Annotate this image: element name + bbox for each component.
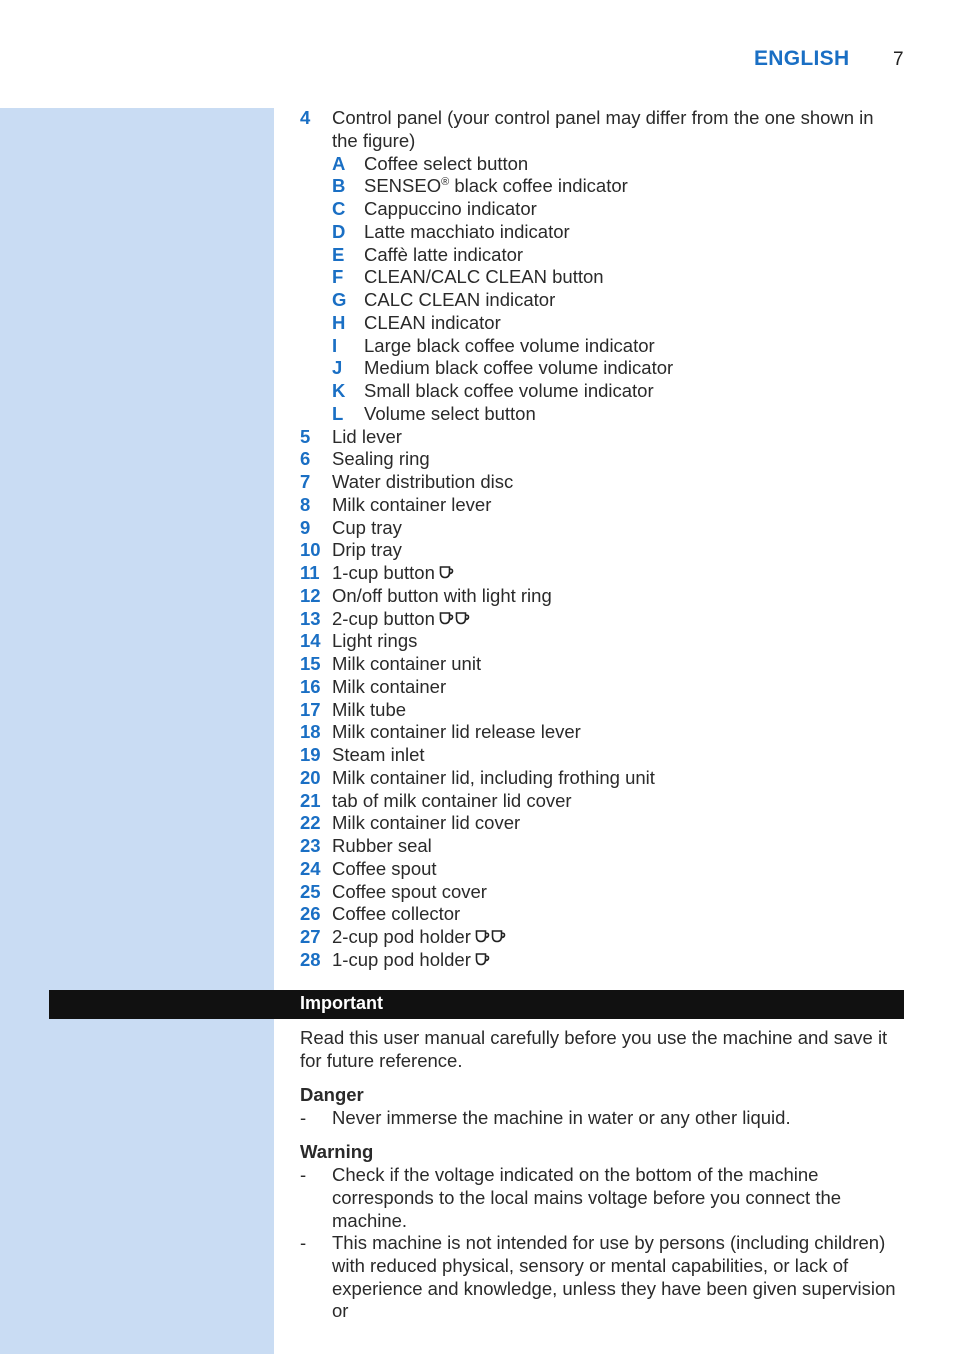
list-item	[300, 926, 900, 949]
sub-list-item	[300, 266, 900, 289]
list-item	[300, 448, 900, 471]
item-number: G	[332, 289, 347, 310]
item-label	[332, 585, 552, 608]
item-text: Milk container unit	[332, 653, 482, 674]
sub-list-item	[300, 357, 900, 380]
item-text: Coffee spout cover	[332, 880, 487, 902]
sub-list-item	[300, 403, 900, 426]
item-number: 7	[300, 471, 311, 492]
list-item	[300, 608, 900, 631]
item-label	[332, 744, 425, 767]
warning-item-text: Check if the voltage indicated on the bottom of the machine corresponds to the local mains voltage before you connect the machine.	[332, 1164, 842, 1231]
cup-icon	[491, 929, 506, 944]
item-label	[332, 881, 487, 904]
item-text: Steam inlet	[332, 744, 425, 765]
item-number: 23	[300, 835, 321, 856]
item-text: Light rings	[332, 630, 418, 652]
item-text: Milk container lid cover	[332, 812, 521, 834]
list-item	[300, 699, 900, 722]
item-label	[364, 221, 570, 244]
item-label	[364, 289, 555, 312]
item-text: Latte macchiato indicator	[364, 220, 570, 242]
danger-heading: Danger	[300, 1084, 364, 1105]
item-text: On/off button with light ring	[332, 584, 552, 606]
item-text: Small black coffee volume indicator	[364, 380, 654, 401]
item-number: 27	[300, 926, 321, 947]
item-text: Milk container lid release lever	[332, 721, 581, 743]
item-number: 8	[300, 493, 311, 515]
item-number: 28	[300, 948, 321, 970]
list-item	[300, 721, 900, 744]
important-intro: Read this user manual carefully before you use the machine and save it for future reference.	[300, 1027, 888, 1071]
item-label	[332, 107, 892, 153]
list-item	[300, 107, 900, 153]
item-number: 12	[300, 584, 321, 606]
list-item	[300, 767, 900, 790]
item-label	[364, 403, 536, 426]
bullet-dash: -	[300, 1232, 307, 1253]
sub-list-item	[300, 175, 900, 198]
parts-list	[300, 107, 900, 972]
item-label	[364, 175, 628, 198]
item-number: F	[332, 266, 344, 288]
item-number: D	[332, 220, 346, 242]
item-label	[332, 858, 437, 881]
item-text: Coffee collector	[332, 903, 461, 925]
list-item	[300, 517, 900, 540]
item-number: E	[332, 243, 345, 265]
important-title: Important	[300, 993, 383, 1013]
warning-heading: Warning	[300, 1141, 374, 1162]
item-text: Milk tube	[332, 698, 407, 720]
item-number: 11	[300, 562, 320, 583]
item-text: Coffee spout	[332, 857, 437, 879]
list-item	[300, 494, 900, 517]
item-text: Rubber seal	[332, 835, 432, 856]
item-label	[332, 767, 655, 790]
item-number: 25	[300, 880, 321, 902]
item-text: SENSEO	[364, 175, 442, 197]
item-text: Coffee select button	[364, 152, 529, 174]
item-number: 19	[300, 744, 321, 765]
item-number: H	[332, 311, 346, 333]
cup-icon	[439, 611, 454, 626]
item-label	[332, 608, 470, 631]
list-item	[300, 630, 900, 653]
item-label	[332, 926, 506, 949]
item-label	[364, 335, 655, 358]
cup-icon	[475, 952, 490, 967]
item-number: 13	[300, 607, 321, 629]
item-label	[332, 699, 406, 722]
item-number: 10	[300, 539, 321, 561]
item-number: L	[332, 402, 344, 424]
item-number: 20	[300, 766, 321, 788]
item-label	[364, 357, 673, 380]
item-text: 2-cup pod holder	[332, 926, 471, 947]
item-number: 26	[300, 903, 321, 925]
item-text: Control panel (your control panel may differ from the one shown in the figure)	[332, 107, 874, 151]
item-number: 21	[300, 789, 321, 811]
list-item	[300, 585, 900, 608]
item-number: 24	[300, 857, 321, 879]
item-number: 4	[300, 107, 311, 128]
item-text: Milk container lid, including frothing unit	[332, 766, 655, 788]
item-label	[332, 426, 402, 449]
list-item	[300, 471, 900, 494]
item-number: B	[332, 175, 346, 197]
language-label: ENGLISH	[754, 47, 850, 70]
item-number: 16	[300, 675, 321, 697]
important-bar	[49, 990, 904, 1019]
item-text: CALC CLEAN indicator	[364, 289, 556, 310]
list-item	[300, 812, 900, 835]
danger-item-text: Never immerse the machine in water or any other liquid.	[332, 1107, 791, 1128]
item-label	[332, 448, 430, 471]
item-label	[332, 471, 513, 494]
item-label	[332, 721, 581, 744]
item-text: Cup tray	[332, 516, 402, 538]
sub-list-item	[300, 198, 900, 221]
item-text: Sealing ring	[332, 448, 430, 470]
sub-list-item	[300, 153, 900, 176]
bullet-dash: -	[300, 1164, 307, 1185]
list-item	[300, 881, 900, 904]
item-number: 5	[300, 425, 311, 447]
sub-list-item	[300, 380, 900, 403]
item-number: 14	[300, 630, 321, 652]
item-text: CLEAN indicator	[364, 311, 501, 333]
sub-list-item	[300, 312, 900, 335]
list-item	[300, 539, 900, 562]
item-label	[332, 539, 402, 562]
sub-list-item	[300, 289, 900, 312]
item-label	[364, 244, 523, 267]
item-label	[332, 676, 446, 699]
registered-mark: ®	[441, 176, 450, 189]
item-text: Drip tray	[332, 539, 402, 561]
item-text: Medium black coffee volume indicator	[364, 357, 674, 379]
item-number: 9	[300, 516, 311, 538]
cup-icon	[475, 929, 490, 944]
sub-list-item	[300, 221, 900, 244]
item-text-suffix: black coffee indicator	[449, 175, 628, 197]
list-item	[300, 562, 900, 585]
list-item	[300, 903, 900, 926]
item-text: Lid lever	[332, 425, 402, 447]
list-item	[300, 949, 900, 972]
item-number: K	[332, 380, 346, 401]
item-label	[332, 812, 520, 835]
item-label	[364, 266, 604, 289]
list-item	[300, 835, 900, 858]
item-label	[332, 630, 417, 653]
item-label	[364, 380, 654, 403]
warning-item-text: This machine is not intended for use by persons (including children) with reduced physical, sensory or mental capabilities, or lack of experience and knowledge, unless they have been given supervision or	[332, 1232, 896, 1322]
sidebar-panel	[0, 108, 274, 1354]
item-number: 18	[300, 721, 321, 743]
item-label	[364, 198, 537, 221]
item-label	[332, 562, 454, 585]
bullet-dash: -	[300, 1107, 307, 1128]
item-label	[332, 903, 460, 926]
list-item	[300, 858, 900, 881]
item-number: C	[332, 198, 346, 219]
item-text: Milk container lever	[332, 493, 492, 515]
list-item	[300, 790, 900, 813]
item-text: 2-cup button	[332, 607, 435, 629]
item-label	[332, 835, 432, 858]
item-text: 1-cup button	[332, 562, 435, 583]
list-item	[300, 676, 900, 699]
item-label	[364, 153, 528, 176]
item-text: Volume select button	[364, 402, 536, 424]
item-number: 22	[300, 812, 321, 834]
item-label	[332, 653, 481, 676]
sub-list-item	[300, 335, 900, 358]
item-text: Caffè latte indicator	[364, 243, 524, 265]
item-text: Large black coffee volume indicator	[364, 334, 655, 356]
item-label	[332, 517, 402, 540]
item-number: J	[332, 357, 343, 379]
item-text: CLEAN/CALC CLEAN button	[364, 266, 604, 288]
item-label	[332, 790, 572, 813]
item-text: Water distribution disc	[332, 471, 514, 492]
item-number: 15	[300, 653, 321, 674]
item-number: A	[332, 152, 346, 174]
item-label	[332, 949, 490, 972]
item-number: I	[332, 334, 338, 356]
item-number: 17	[300, 698, 321, 720]
list-item	[300, 426, 900, 449]
item-number: 6	[300, 448, 311, 470]
sub-list-item	[300, 244, 900, 267]
page-number: 7	[893, 49, 904, 70]
item-text: 1-cup pod holder	[332, 948, 471, 970]
list-item	[300, 653, 900, 676]
cup-icon	[439, 565, 454, 580]
item-label	[332, 494, 491, 517]
item-text: Cappuccino indicator	[364, 198, 537, 219]
item-text: Milk container	[332, 675, 447, 697]
list-item	[300, 744, 900, 767]
cup-icon	[455, 611, 470, 626]
item-label	[364, 312, 501, 335]
item-text: tab of milk container lid cover	[332, 789, 572, 811]
